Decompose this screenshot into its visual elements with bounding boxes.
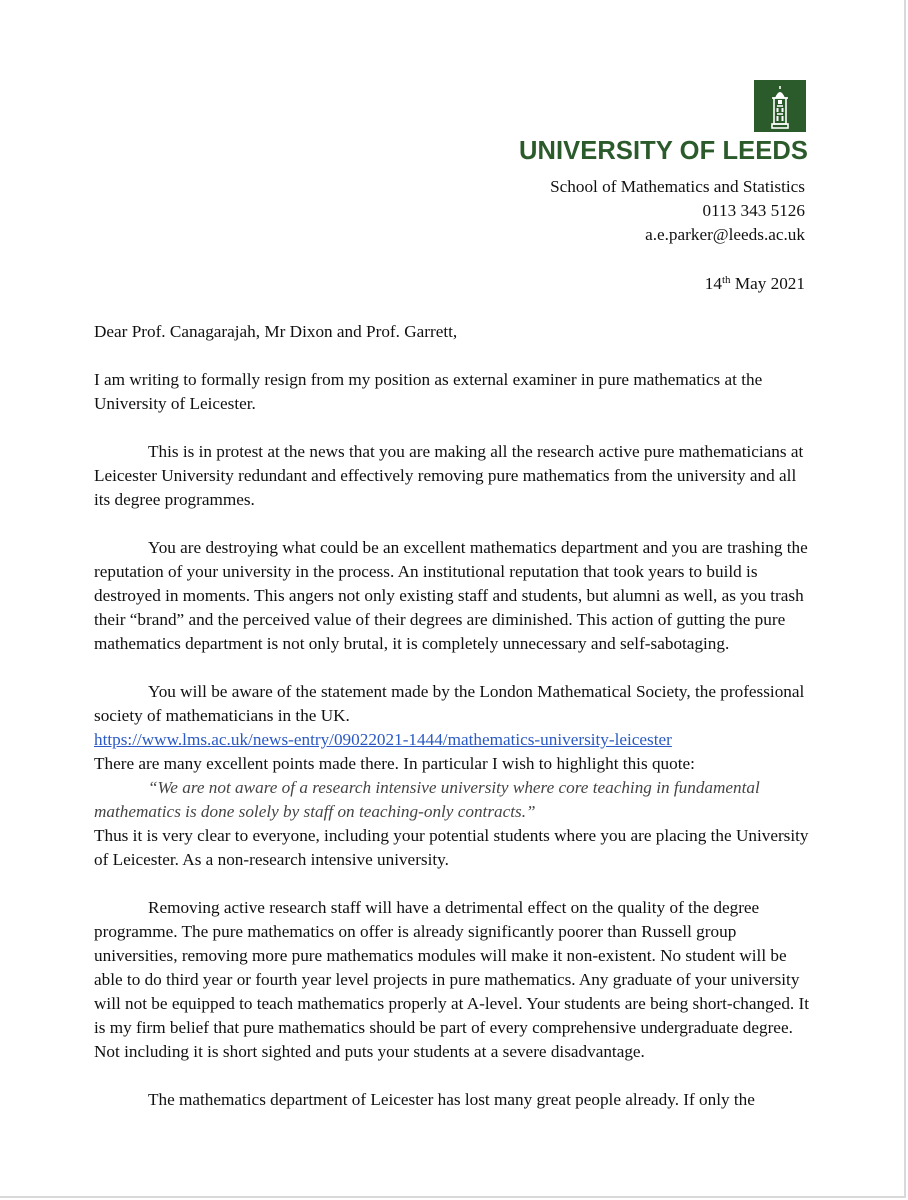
university-logo [500, 80, 806, 164]
department-name: School of Mathematics and Statistics [550, 177, 805, 196]
paragraph-department-loss: The mathematics department of Leicester has lost many great people already. If only the [148, 1090, 755, 1109]
paragraph-lms-statement [94, 680, 809, 872]
letter-date [705, 272, 805, 296]
university-crest-icon [754, 80, 806, 132]
paragraph-degree-quality: Removing active research staff will have a detrimental effect on the quality of the degree programme. The pure mathematics on offer is already significantly poorer than Russell group universities, removing more pure mathematics modules will make it non-existent. No student will be able to do third year or fourth year level projects in pure mathematics. Any graduate of your university will not be equipped to teach mathematics properly at A-level. Your students are being short-changed. It is my firm belief that pure mathematics should be part of every comprehensive undergraduate degree. Not including it is short sighted and puts your students at a severe disadvantage. [94, 898, 809, 1061]
paragraph-protest: This is in protest at the news that you are making all the research active pure mathematicians at Leicester University redundant and effectively removing pure mathematics from the university and all its degree programmes. [94, 442, 804, 509]
lms-quote: “We are not aware of a research intensive university where core teaching in fundamental mathematics is done solely by staff on teaching-only contracts.” [94, 778, 760, 821]
date-day: 14 [704, 274, 722, 293]
paragraph-resignation: I am writing to formally resign from my position as external examiner in pure mathematics at the University of Leicester. [94, 370, 763, 413]
paragraph-reputation: You are destroying what could be an excellent mathematics department and you are trashing the reputation of your university in the process. An institutional reputation that took years to build is destroyed in moments. This angers not only existing staff and students, but alumni as well, as you trash their “brand” and the perceived value of their degrees are diminished. This action of gutting the pure mathematics department is not only brutal, it is completely unnecessary and self-sabotaging. [94, 538, 808, 653]
lms-conclusion: Thus it is very clear to everyone, including your potential students where you are placing the University of Leicester. As a non-research intensive university. [94, 826, 809, 869]
lms-quote-lead: There are many excellent points made there. In particular I wish to highlight this quote: [94, 754, 695, 773]
lms-statement-link[interactable]: https://www.lms.ac.uk/news-entry/09022021-1444/mathematics-university-leicester [94, 730, 672, 749]
lms-intro: You will be aware of the statement made by the London Mathematical Society, the professional society of mathematicians in the UK. [94, 682, 805, 725]
letter-body [94, 320, 809, 1136]
university-wordmark: UNIVERSITY OF LEEDS [518, 137, 808, 165]
date-suffix: th [721, 273, 731, 286]
phone-number: 0113 343 5126 [702, 201, 805, 220]
email-address: a.e.parker@leeds.ac.uk [645, 225, 805, 244]
sender-contact-block [550, 175, 805, 247]
salutation: Dear Prof. Canagarajah, Mr Dixon and Prof. Garrett, [94, 322, 458, 341]
date-rest: May 2021 [730, 274, 805, 293]
